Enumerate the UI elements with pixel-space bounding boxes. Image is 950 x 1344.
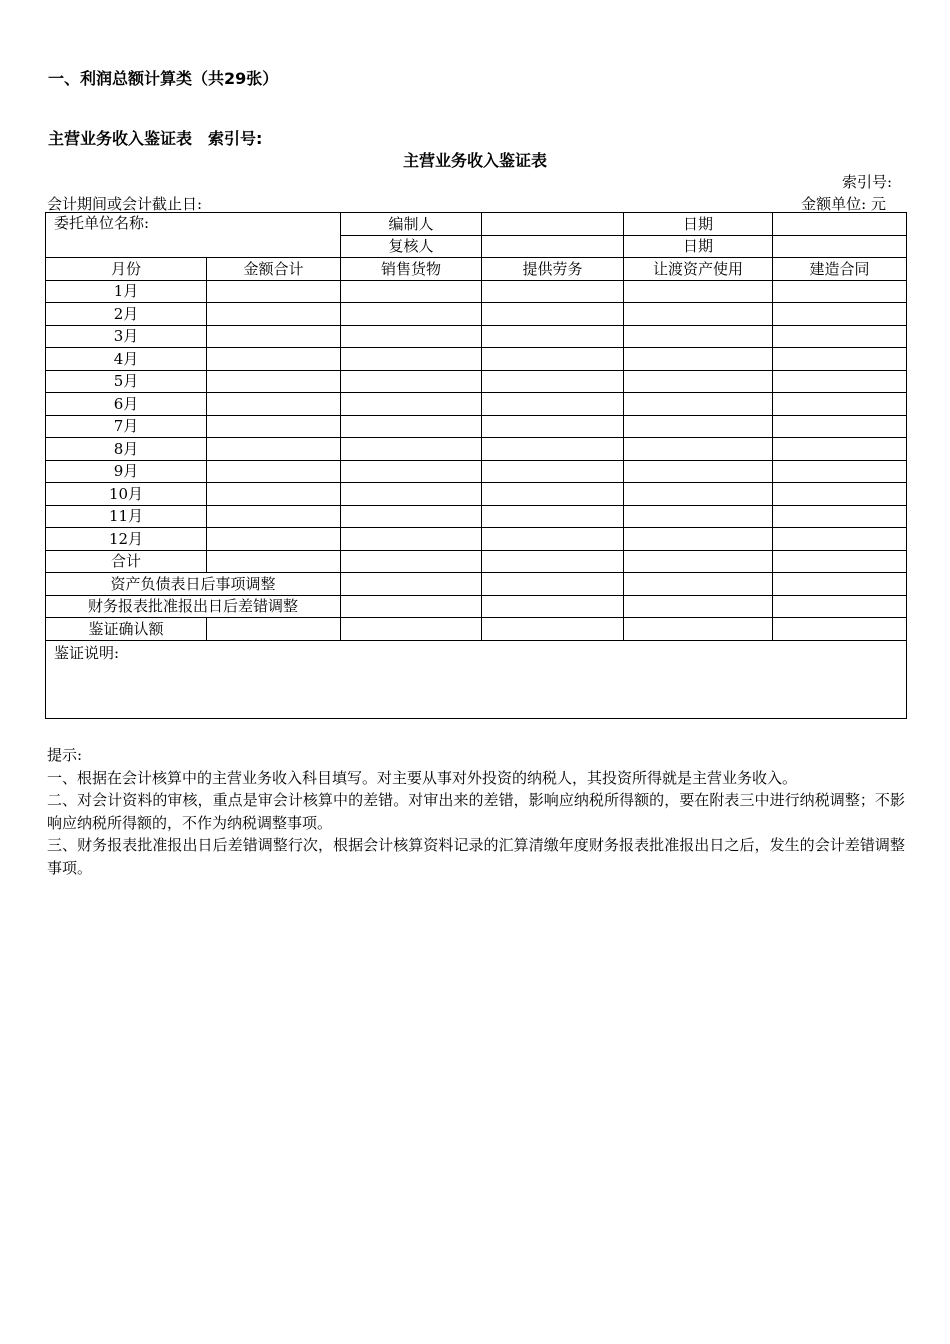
month-row — [46, 505, 907, 528]
amount-input[interactable] — [341, 550, 482, 573]
preparer-label: 编制人 — [341, 213, 482, 236]
amount-input[interactable] — [341, 348, 482, 371]
column-header: 提供劳务 — [482, 258, 624, 281]
amount-input[interactable] — [482, 415, 624, 438]
amount-input[interactable] — [773, 348, 907, 371]
month-label: 10月 — [46, 483, 207, 506]
section-heading: 一、利润总额计算类（共29张） — [48, 69, 279, 88]
confirmed-label: 鉴证确认额 — [46, 618, 207, 641]
unit-label: 金额单位: 元 — [801, 195, 886, 213]
confirmed-row — [46, 618, 907, 641]
amount-input[interactable] — [341, 595, 482, 618]
month-label: 2月 — [46, 303, 207, 326]
month-label: 6月 — [46, 393, 207, 416]
reviewer-input[interactable] — [482, 235, 624, 258]
amount-input[interactable] — [341, 528, 482, 551]
month-row — [46, 393, 907, 416]
amount-input[interactable] — [624, 573, 773, 596]
month-row — [46, 483, 907, 506]
month-label: 11月 — [46, 505, 207, 528]
amount-input[interactable] — [773, 415, 907, 438]
amount-input[interactable] — [624, 483, 773, 506]
tips-section — [47, 744, 905, 879]
form-subheading: 主营业务收入鉴证表 索引号: — [48, 129, 263, 148]
amount-input[interactable] — [341, 460, 482, 483]
amount-input[interactable] — [207, 348, 341, 371]
amount-input[interactable] — [773, 550, 907, 573]
amount-input[interactable] — [482, 438, 624, 461]
amount-input[interactable] — [482, 528, 624, 551]
amount-input[interactable] — [207, 483, 341, 506]
client-name-label: 委托单位名称: — [54, 214, 150, 232]
amount-input[interactable] — [207, 303, 341, 326]
amount-input[interactable] — [624, 370, 773, 393]
month-label: 3月 — [46, 325, 207, 348]
month-row — [46, 303, 907, 326]
amount-input[interactable] — [624, 618, 773, 641]
amount-input[interactable] — [482, 573, 624, 596]
amount-input[interactable] — [482, 303, 624, 326]
amount-input[interactable] — [207, 460, 341, 483]
amount-input[interactable] — [624, 505, 773, 528]
amount-input[interactable] — [482, 595, 624, 618]
amount-input[interactable] — [624, 528, 773, 551]
amount-input[interactable] — [624, 415, 773, 438]
amount-input[interactable] — [482, 505, 624, 528]
month-row — [46, 460, 907, 483]
amount-input[interactable] — [773, 505, 907, 528]
amount-input[interactable] — [773, 303, 907, 326]
amount-input[interactable] — [341, 505, 482, 528]
amount-input[interactable] — [482, 460, 624, 483]
amount-input[interactable] — [341, 573, 482, 596]
amount-input[interactable] — [341, 438, 482, 461]
amount-input[interactable] — [773, 483, 907, 506]
tips-title: 提示: — [47, 746, 83, 764]
month-label: 9月 — [46, 460, 207, 483]
month-row — [46, 325, 907, 348]
month-row — [46, 415, 907, 438]
amount-input[interactable] — [624, 348, 773, 371]
amount-input[interactable] — [624, 325, 773, 348]
verification-note-label: 鉴证说明: — [54, 643, 120, 662]
amount-input[interactable] — [482, 483, 624, 506]
total-label: 合计 — [46, 550, 207, 573]
amount-input[interactable] — [207, 415, 341, 438]
month-row — [46, 348, 907, 371]
amount-input[interactable] — [207, 528, 341, 551]
month-row — [46, 438, 907, 461]
column-header: 建造合同 — [773, 258, 907, 281]
verification-note-cell[interactable] — [46, 640, 907, 718]
amount-input[interactable] — [773, 370, 907, 393]
amount-input[interactable] — [482, 348, 624, 371]
amount-input[interactable] — [482, 325, 624, 348]
amount-input[interactable] — [773, 618, 907, 641]
amount-input[interactable] — [207, 393, 341, 416]
tip-item: 三、财务报表批准报出日后差错调整行次，根据会计核算资料记录的汇算清缴年度财务报表批准报出日之后，发生的会计差错调整事项。 — [47, 836, 905, 877]
revenue-verification-table — [45, 212, 907, 719]
amount-input[interactable] — [207, 370, 341, 393]
amount-input[interactable] — [624, 438, 773, 461]
amount-input[interactable] — [482, 618, 624, 641]
amount-input[interactable] — [624, 393, 773, 416]
amount-input[interactable] — [341, 280, 482, 303]
period-label: 会计期间或会计截止日: — [47, 195, 203, 213]
amount-input[interactable] — [207, 618, 341, 641]
index-number-label: 索引号: — [841, 173, 892, 191]
month-row — [46, 280, 907, 303]
month-label: 4月 — [46, 348, 207, 371]
form-title: 主营业务收入鉴证表 — [402, 151, 547, 170]
amount-input[interactable] — [773, 528, 907, 551]
preparer-input[interactable] — [482, 213, 624, 236]
amount-input[interactable] — [773, 573, 907, 596]
amount-input[interactable] — [624, 595, 773, 618]
month-label: 5月 — [46, 370, 207, 393]
month-row — [46, 370, 907, 393]
amount-input[interactable] — [773, 460, 907, 483]
amount-input[interactable] — [773, 595, 907, 618]
amount-input[interactable] — [773, 393, 907, 416]
column-header: 销售货物 — [341, 258, 482, 281]
reviewer-date-input[interactable] — [773, 235, 907, 258]
amount-input[interactable] — [482, 550, 624, 573]
amount-input[interactable] — [624, 303, 773, 326]
column-header: 金额合计 — [207, 258, 341, 281]
column-header: 月份 — [46, 258, 207, 281]
amount-input[interactable] — [341, 393, 482, 416]
amount-input[interactable] — [207, 280, 341, 303]
amount-input[interactable] — [341, 618, 482, 641]
column-header-row — [46, 258, 907, 281]
amount-input[interactable] — [482, 393, 624, 416]
adjust-error-label: 财务报表批准报出日后差错调整 — [46, 595, 341, 618]
month-label: 1月 — [46, 280, 207, 303]
amount-input[interactable] — [341, 303, 482, 326]
amount-input[interactable] — [482, 280, 624, 303]
adjust-balance-row — [46, 573, 907, 596]
month-label: 7月 — [46, 415, 207, 438]
month-row — [46, 528, 907, 551]
amount-input[interactable] — [773, 325, 907, 348]
column-header: 让渡资产使用 — [624, 258, 773, 281]
preparer-row — [46, 213, 907, 236]
month-label: 12月 — [46, 528, 207, 551]
amount-input[interactable] — [773, 438, 907, 461]
amount-input[interactable] — [207, 438, 341, 461]
tip-item: 二、对会计资料的审核，重点是审会计核算中的差错。对审出来的差错，影响应纳税所得额的，要在附表三中进行纳税调整；不影响应纳税所得额的，不作为纳税调整事项。 — [47, 791, 905, 832]
preparer-date-input[interactable] — [773, 213, 907, 236]
reviewer-label: 复核人 — [341, 235, 482, 258]
month-label: 8月 — [46, 438, 207, 461]
amount-input[interactable] — [341, 370, 482, 393]
client-name-cell[interactable] — [46, 213, 341, 258]
preparer-date-label: 日期 — [624, 213, 773, 236]
note-row — [46, 640, 907, 718]
amount-input[interactable] — [207, 325, 341, 348]
total-row — [46, 550, 907, 573]
amount-input[interactable] — [207, 505, 341, 528]
amount-input[interactable] — [624, 280, 773, 303]
amount-input[interactable] — [341, 415, 482, 438]
amount-input[interactable] — [624, 460, 773, 483]
reviewer-date-label: 日期 — [624, 235, 773, 258]
amount-input[interactable] — [341, 325, 482, 348]
amount-input[interactable] — [482, 370, 624, 393]
tip-item: 一、根据在会计核算中的主营业务收入科目填写。对主要从事对外投资的纳税人，其投资所得就是主营业务收入。 — [47, 768, 798, 787]
adjust-error-row — [46, 595, 907, 618]
amount-input[interactable] — [624, 550, 773, 573]
amount-input[interactable] — [341, 483, 482, 506]
adjust-balance-label: 资产负债表日后事项调整 — [46, 573, 341, 596]
amount-input[interactable] — [207, 550, 341, 573]
amount-input[interactable] — [773, 280, 907, 303]
